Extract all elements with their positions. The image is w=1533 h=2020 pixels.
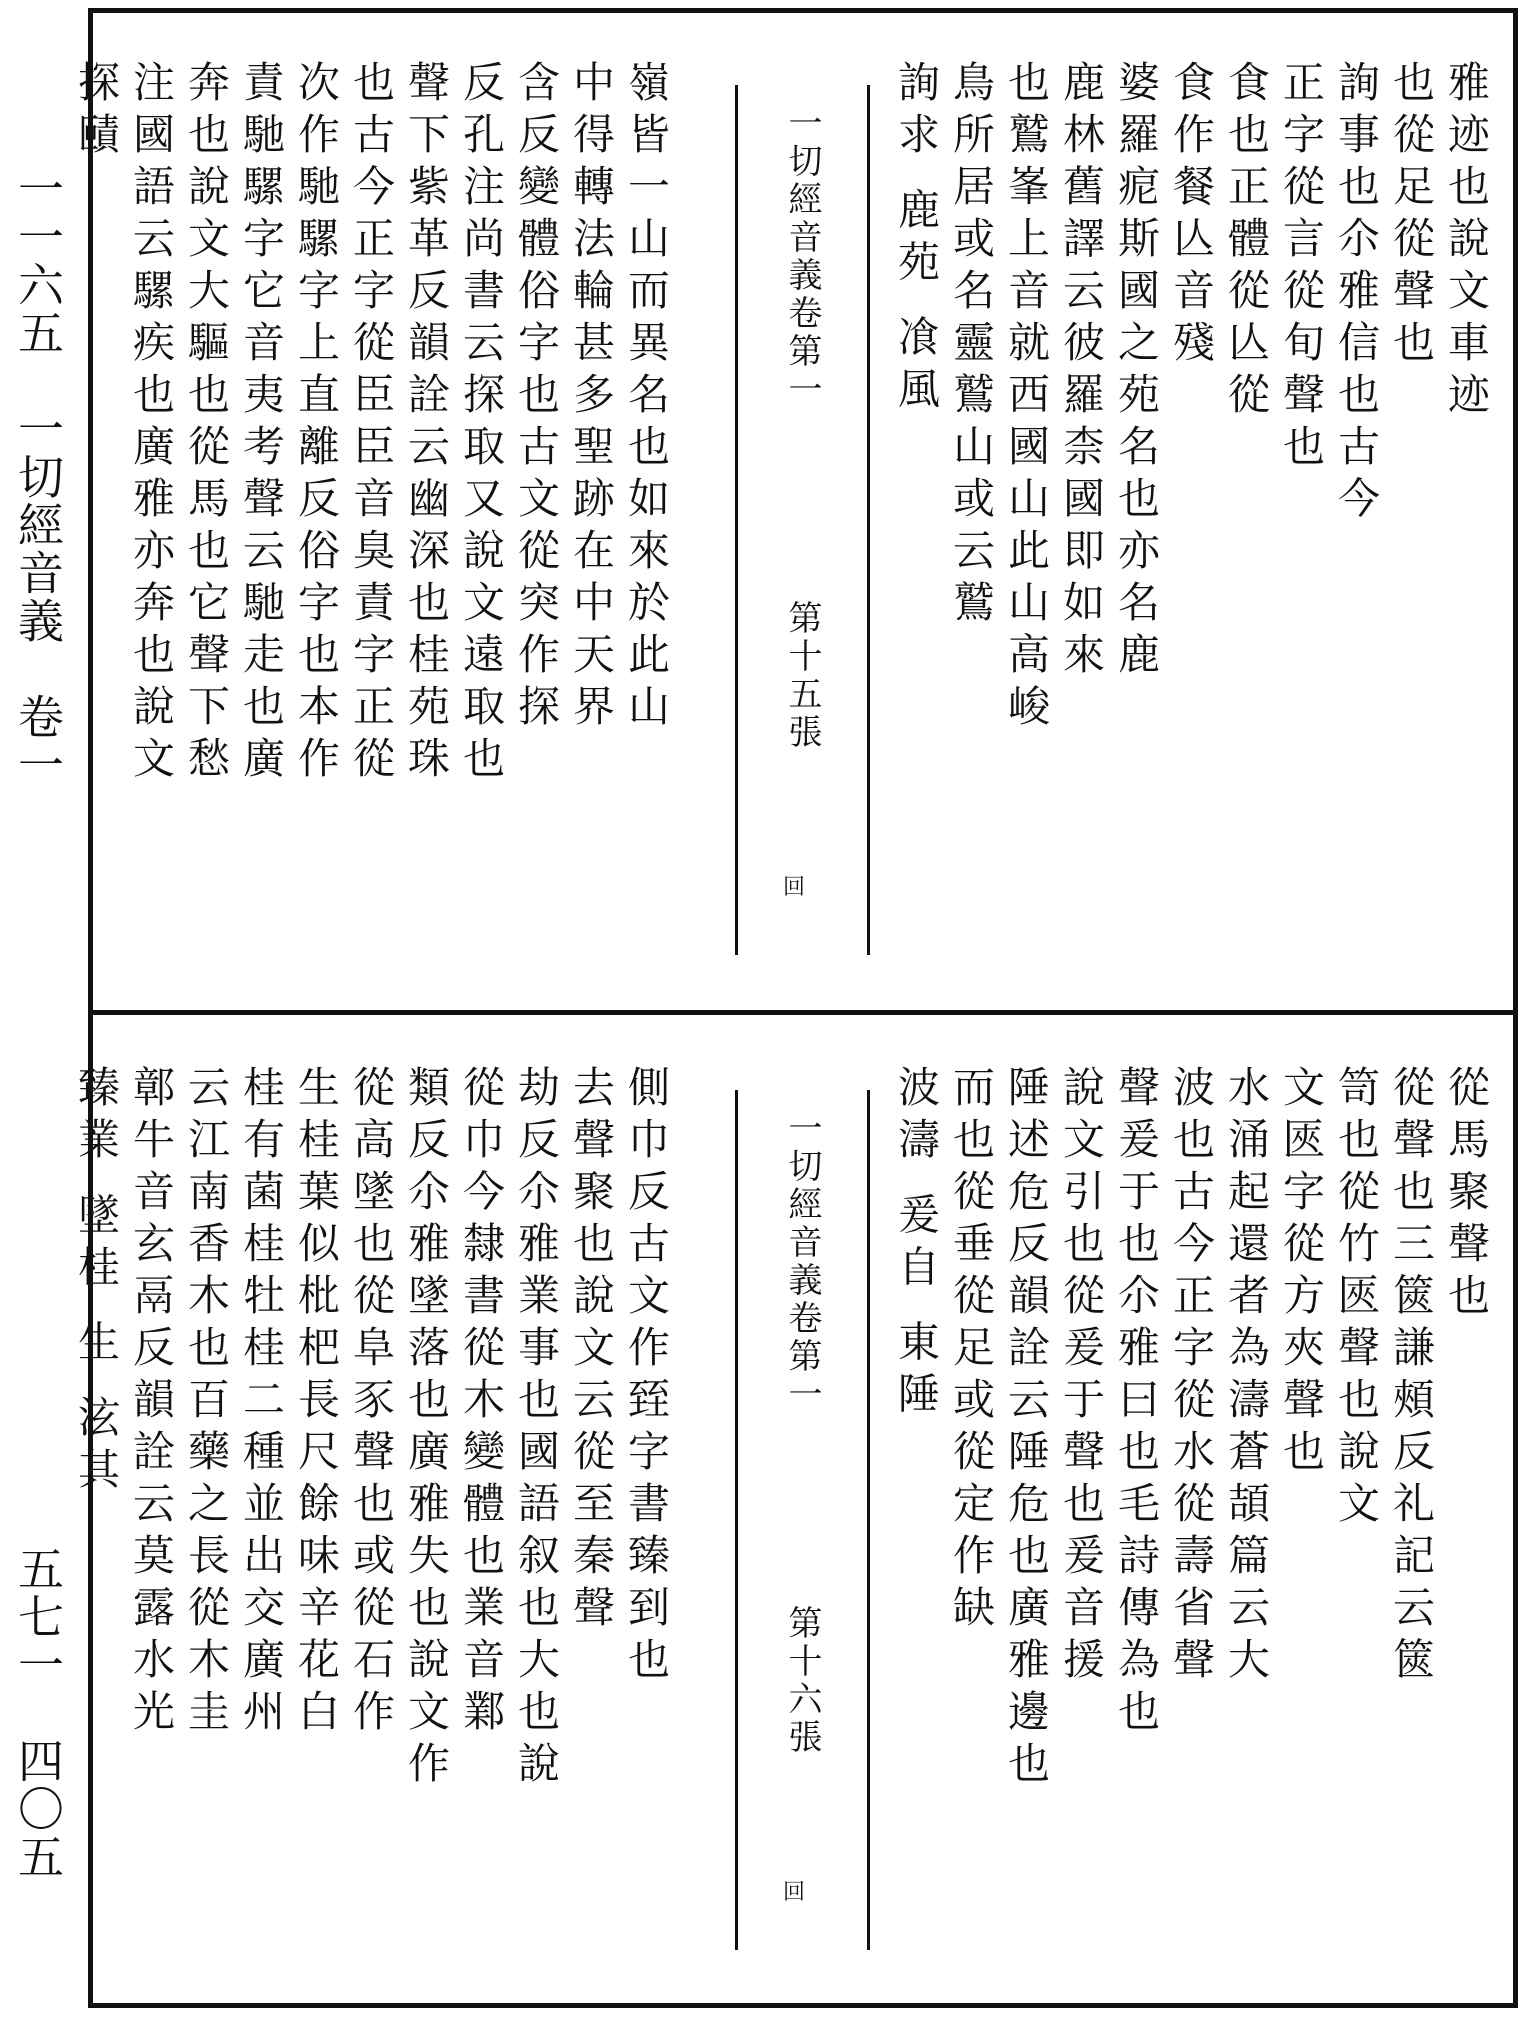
text-column: 聲爰于也尒雅曰也毛詩傳為也 (1112, 1065, 1161, 1741)
lower-left-page (72, 1065, 671, 1975)
upper-panel (72, 60, 1491, 980)
headword-column: 波濤 爰自 東陲 (892, 1065, 941, 1424)
lower-panel (72, 1065, 1491, 1975)
lower-page-number: 第十六張 (782, 1605, 822, 1757)
text-column: 雅迹也說文車迹 (1442, 60, 1491, 424)
text-column: 也古今正字從臣臣音臭責字正從 (347, 60, 396, 788)
text-column: 生桂葉似枇杷長尺餘味辛花白 (292, 1065, 341, 1741)
text-column: 詢事也尒雅信也古今 (1332, 60, 1381, 528)
text-column: 反孔注尚書云探取又說文遠取也 (457, 60, 506, 788)
text-column: 從巾今隸書從木變體也業音鄴 (457, 1065, 506, 1741)
margin-note-bottom: 五七一 四〇五 (11, 1545, 65, 1881)
text-column: 鳥所居或名靈鷲山或云鷲 (947, 60, 996, 632)
text-column: 類反尒雅墜落也廣雅失也說文作 (402, 1065, 451, 1793)
center-rule-right (867, 1090, 870, 1950)
text-column: 鹿林舊譯云彼羅柰國即如來 (1057, 60, 1106, 684)
text-column: 責馳騾字它音夷考聲云馳走也廣 (237, 60, 286, 788)
margin-note-top: 一一六五 一切經音義 卷一 (11, 165, 65, 789)
upper-left-page (72, 60, 671, 980)
headword-column: 詢求 鹿苑 飡風 (892, 60, 941, 419)
text-column: 婆羅痆斯國之苑名也亦名鹿 (1112, 60, 1161, 684)
lower-right-page (892, 1065, 1491, 1975)
text-column: 說文引也從爰于聲也爰音援 (1057, 1065, 1106, 1689)
upper-page-number: 第十五張 (782, 600, 822, 752)
text-column: 聲下紫革反韻詮云幽深也桂苑珠 (402, 60, 451, 788)
text-column: 陲述危反韻詮云陲危也廣雅邊也 (1002, 1065, 1051, 1793)
text-column: 也鷲峯上音就西國山此山高峻 (1002, 60, 1051, 736)
text-column: 桂有菌桂牡桂二種並出交廣州 (237, 1065, 286, 1741)
upper-page-mark: 回 (783, 875, 806, 900)
text-column: 云江南香木也百藥之長從木圭 (182, 1065, 231, 1741)
upper-right-page (892, 60, 1491, 980)
text-column: 嶺皆一山而異名也如來於此山 (622, 60, 671, 736)
text-column: 中得轉法輪甚多聖跡在中天界 (567, 60, 616, 736)
text-column: 側巾反古文作臸字書臻到也 (622, 1065, 671, 1689)
text-column: 奔也說文大驅也從馬也它聲下愁 (182, 60, 231, 788)
text-column: 從聲也三篋謙頰反礼記云篋 (1387, 1065, 1436, 1689)
upper-center-title: 一切經音義卷第一 (782, 105, 822, 409)
text-column: 食也正體從亾從 (1222, 60, 1271, 424)
center-rule-right (867, 85, 870, 955)
text-column: 次作馳騾字上直離反俗字也本作 (292, 60, 341, 788)
text-column: 去聲聚也說文云從至秦聲 (567, 1065, 616, 1637)
text-column: 食作餐亾音殘 (1167, 60, 1216, 372)
text-column: 鄣牛音玄鬲反韻詮云莫露水光 (127, 1065, 176, 1741)
text-column: 劫反尒雅業事也國語叙也大也說 (512, 1065, 561, 1793)
text-column: 水涌起還者為濤蒼頡篇云大 (1222, 1065, 1271, 1689)
text-column: 笥也從竹匧聲也說文 (1332, 1065, 1381, 1533)
center-rule-left (735, 85, 738, 955)
text-column: 也從足從聲也 (1387, 60, 1436, 372)
text-column: 而也從垂從足或從定作缺 (947, 1065, 996, 1637)
panel-divider (88, 1010, 1518, 1015)
text-column: 波也古今正字從水從壽省聲 (1167, 1065, 1216, 1689)
text-column: 從高墜也從阜豕聲也或從石作 (347, 1065, 396, 1741)
upper-center-band (725, 60, 880, 980)
text-column: 文匧字從方夾聲也 (1277, 1065, 1326, 1481)
lower-center-title: 一切經音義卷第一 (782, 1110, 822, 1414)
lower-page-mark: 回 (783, 1880, 806, 1905)
lower-center-band (725, 1065, 880, 1975)
text-column: 含反變體俗字也古文從突作探 (512, 60, 561, 736)
text-column: 正字從言從旬聲也 (1277, 60, 1326, 476)
headword-column: 臻業 墜桂 生 泫其 (72, 1065, 121, 1500)
center-rule-left (735, 1090, 738, 1950)
headword-column: 探賾 (72, 60, 121, 164)
text-column: 從馬聚聲也 (1442, 1065, 1491, 1325)
text-column: 注國語云騾疾也廣雅亦奔也說文 (127, 60, 176, 788)
